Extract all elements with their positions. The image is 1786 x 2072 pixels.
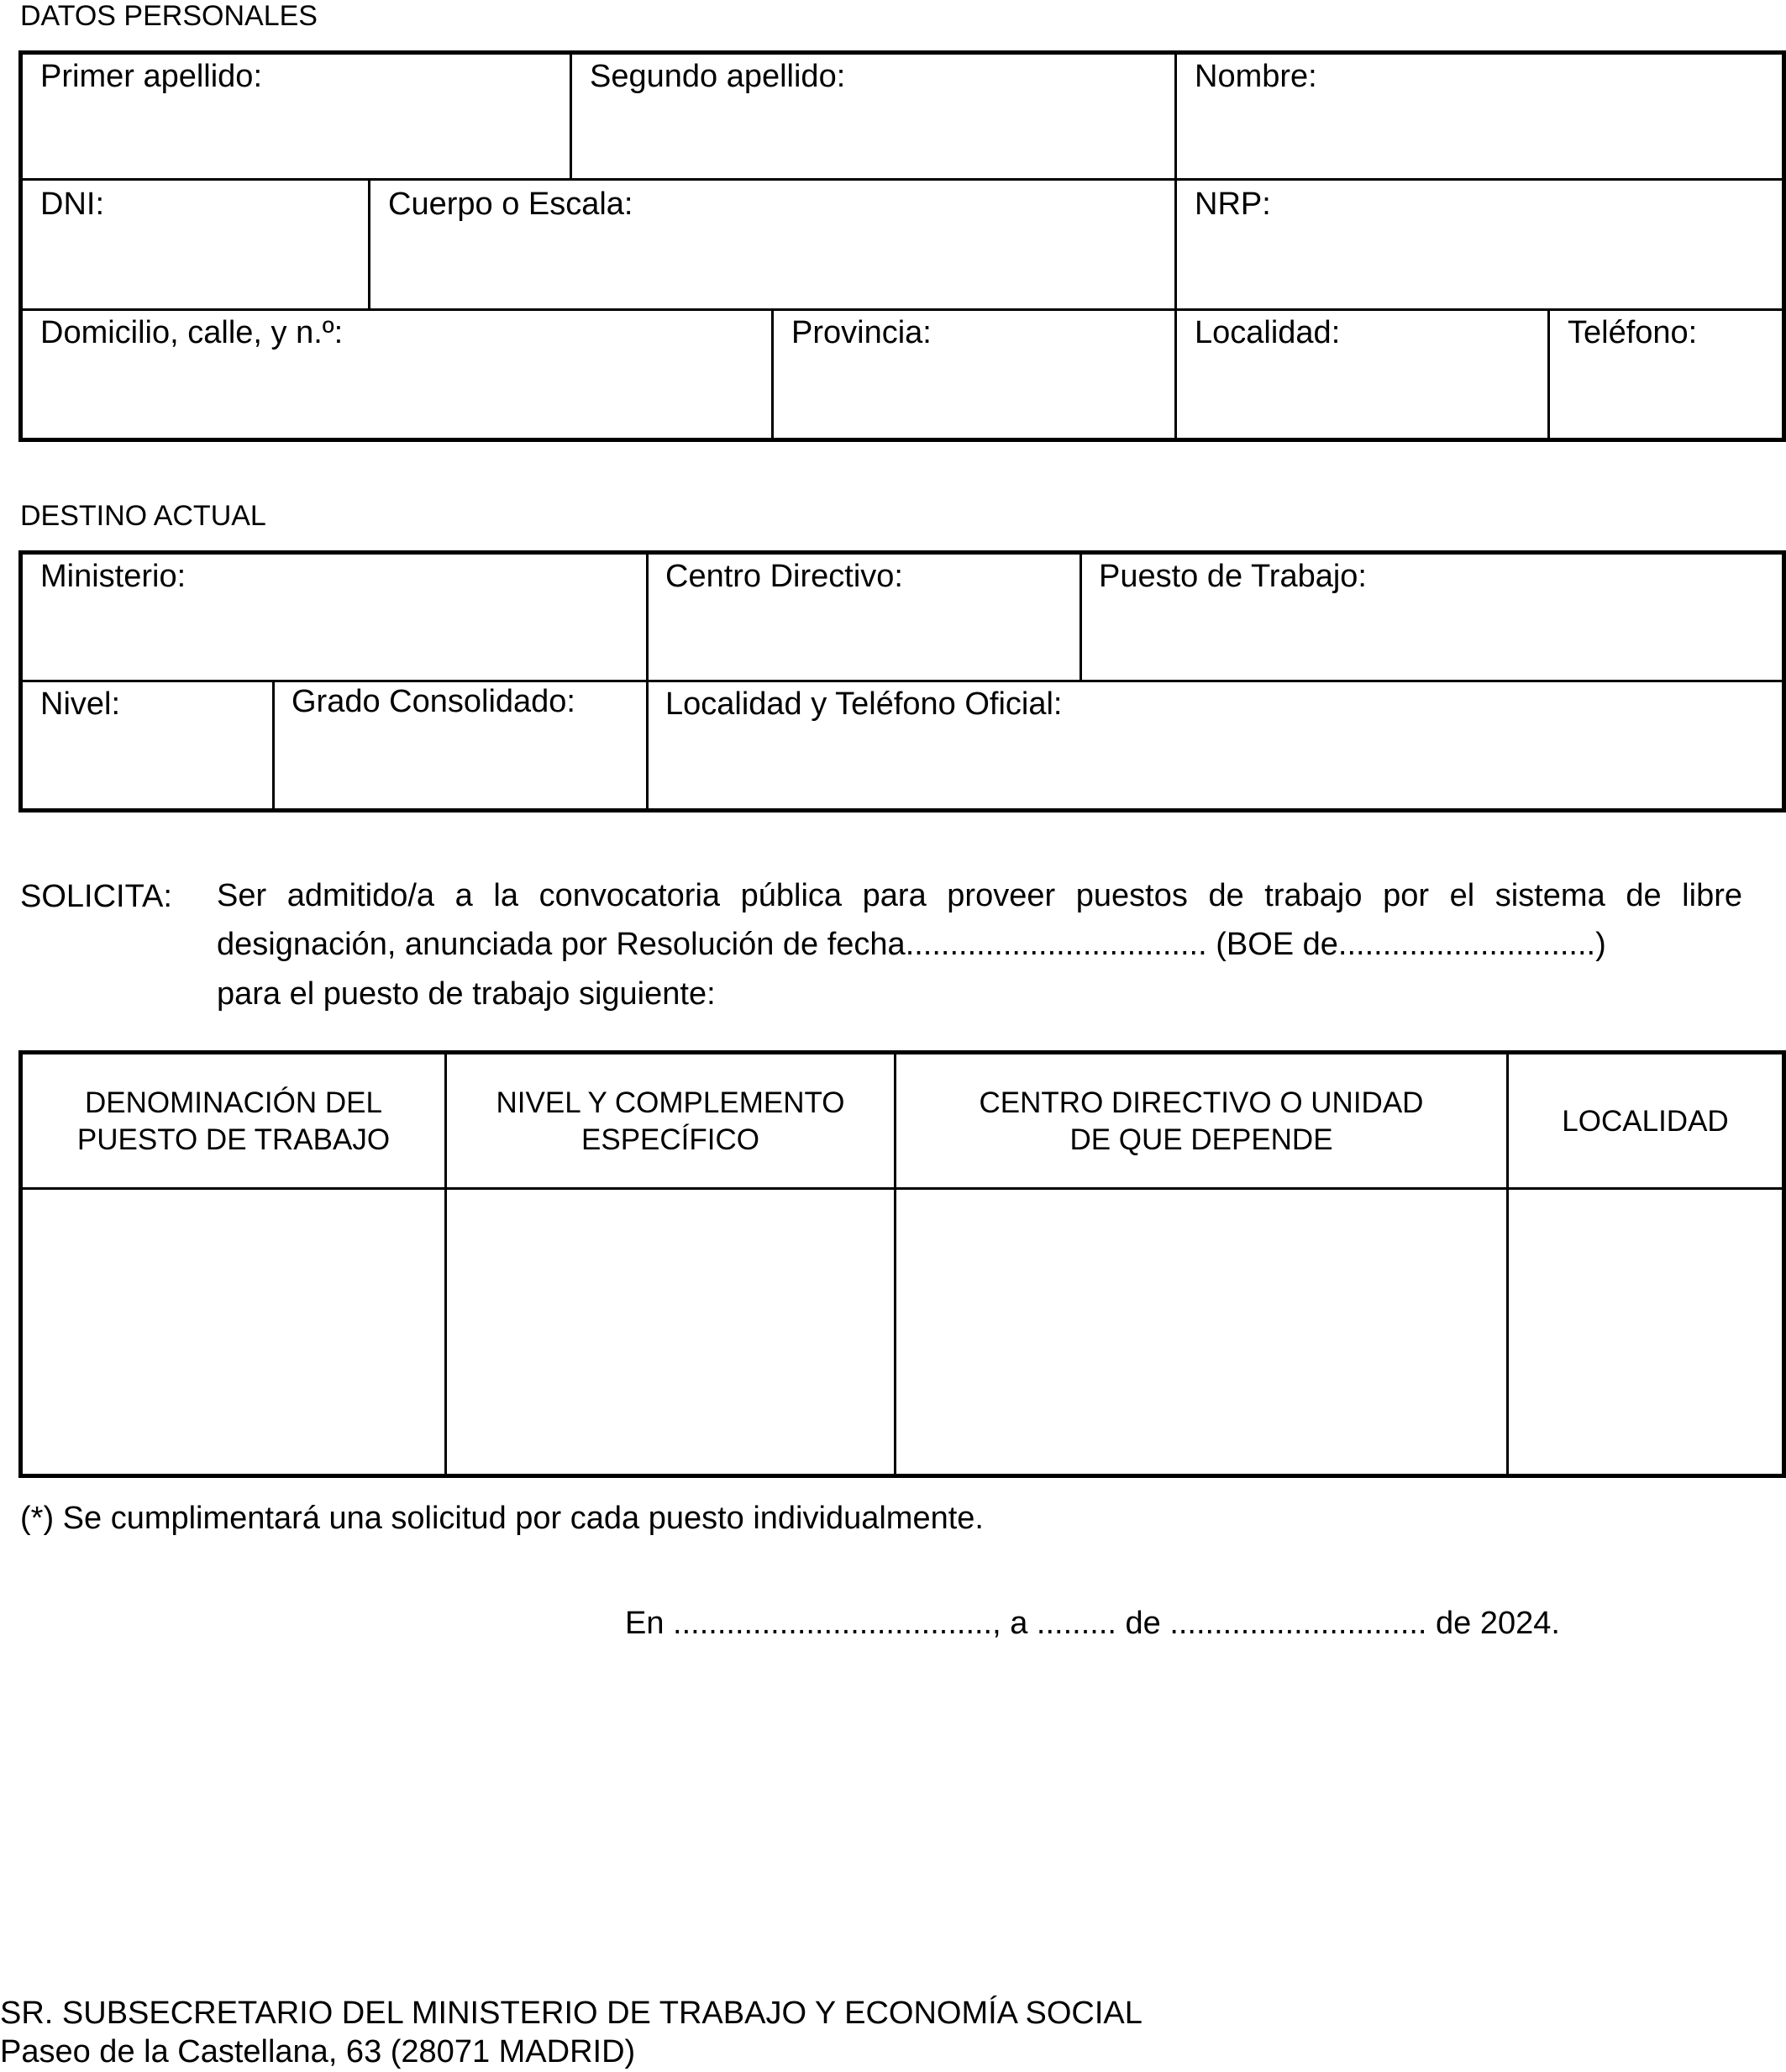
col-header-line: NIVEL Y COMPLEMENTO <box>496 1086 845 1119</box>
cuerpo-escala-field[interactable]: Cuerpo o Escala: <box>388 187 633 222</box>
datos-personales-heading: DATOS PERSONALES <box>20 0 318 32</box>
telefono-field[interactable]: Teléfono: <box>1568 315 1698 350</box>
domicilio-field[interactable]: Domicilio, calle, y n.º: <box>40 315 344 350</box>
col-header-nivel <box>447 1085 894 1159</box>
col-header-line: CENTRO DIRECTIVO O UNIDAD <box>979 1086 1424 1119</box>
col-header-localidad: LOCALIDAD <box>1562 1105 1729 1138</box>
divider <box>368 180 370 308</box>
col-header-line: PUESTO DE TRABAJO <box>76 1123 391 1156</box>
date-line[interactable]: En ...................................., a ......... de ............................. de 2024. <box>625 1606 1560 1641</box>
solicita-text: Ser admitido/a a la convocatoria pública para proveer puestos de trabajo por el sistema de libre designación, anunciada por Resolución de fecha.................................. (BOE de.............................) <box>217 878 1742 962</box>
centro-directivo-field[interactable]: Centro Directivo: <box>665 559 903 594</box>
divider <box>1174 55 1177 438</box>
divider <box>646 555 649 808</box>
datos-personales-table <box>18 50 1786 442</box>
primer-apellido-field[interactable]: Primer apellido: <box>40 59 262 94</box>
destino-actual-heading: DESTINO ACTUAL <box>20 500 266 532</box>
divider <box>23 308 1782 311</box>
solicita-label: SOLICITA: <box>20 879 172 914</box>
divider <box>272 681 275 808</box>
nombre-field[interactable]: Nombre: <box>1195 59 1317 94</box>
col-header-line: DE QUE DEPENDE <box>1069 1123 1333 1156</box>
divider <box>23 178 1782 181</box>
footnote: (*) Se cumplimentará una solicitud por cada puesto individualmente. <box>20 1501 984 1536</box>
ministerio-field[interactable]: Ministerio: <box>40 559 186 594</box>
denominacion-cell[interactable] <box>23 1190 444 1474</box>
dni-field[interactable]: DNI: <box>40 187 104 222</box>
puesto-trabajo-field[interactable]: Puesto de Trabajo: <box>1099 559 1367 594</box>
nivel-complemento-cell[interactable] <box>447 1190 894 1474</box>
provincia-field[interactable]: Provincia: <box>791 315 932 350</box>
localidad-cell[interactable] <box>1509 1190 1782 1474</box>
divider <box>23 680 1782 682</box>
grado-consolidado-field[interactable]: Grado Consolidado: <box>292 684 575 719</box>
localidad-telefono-field[interactable]: Localidad y Teléfono Oficial: <box>665 686 1063 722</box>
col-header-line: DENOMINACIÓN DEL <box>85 1086 382 1119</box>
divider <box>1079 555 1082 680</box>
addressee: SR. SUBSECRETARIO DEL MINISTERIO DE TRABAJO Y ECONOMÍA SOCIAL <box>0 1996 1143 2031</box>
col-header-denominacion <box>23 1085 444 1159</box>
divider <box>1547 310 1550 438</box>
nivel-field[interactable]: Nivel: <box>40 686 121 722</box>
col-header-line: ESPECÍFICO <box>581 1123 759 1156</box>
nrp-field[interactable]: NRP: <box>1195 187 1271 222</box>
divider <box>771 310 774 438</box>
segundo-apellido-field[interactable]: Segundo apellido: <box>590 59 846 94</box>
centro-directivo-cell[interactable] <box>896 1190 1506 1474</box>
col-header-centro <box>896 1085 1506 1159</box>
divider <box>570 55 572 178</box>
address: Paseo de la Castellana, 63 (28071 MADRID) <box>0 2034 636 2069</box>
localidad-field[interactable]: Localidad: <box>1195 315 1341 350</box>
solicita-text-end: para el puesto de trabajo siguiente: <box>217 976 716 1012</box>
